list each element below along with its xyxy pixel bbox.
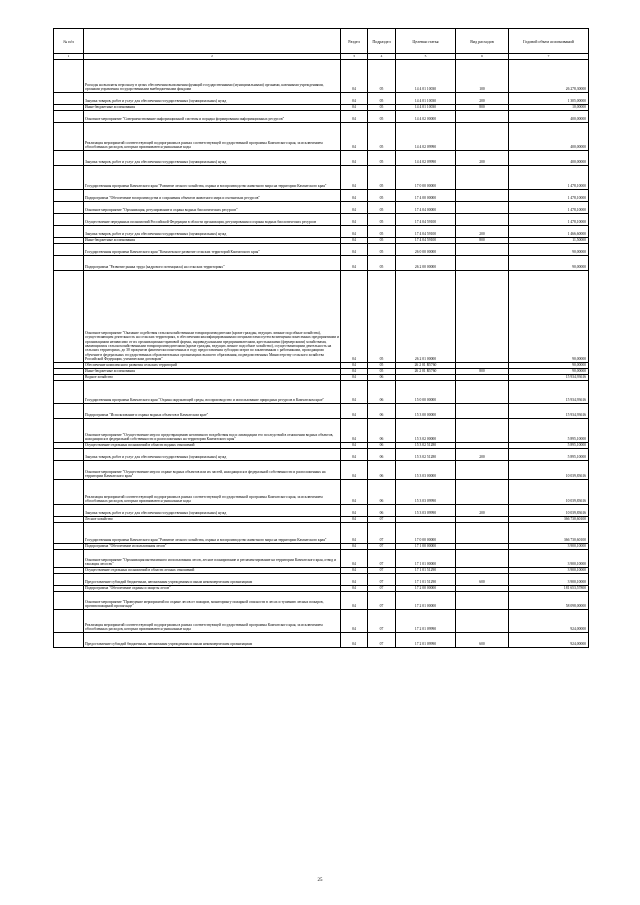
cell-vr [456,609,509,632]
cell-csr: 26 2 01 R5760 [396,368,456,374]
cell-csr: 15 0 00 00000 [396,380,456,403]
cell-amount: 1 478,10000 [509,201,589,213]
cell-csr: 17 4 04 59100 [396,213,456,225]
cell-amount: 15 934,93616 [509,374,589,380]
cell-podrazdel: 07 [368,543,396,549]
cell-amount: 15 934,93616 [509,403,589,418]
cell-amount: 90,00000 [509,362,589,368]
page-number: 25 [317,878,323,883]
cell-amount: 1 478,10000 [509,213,589,225]
table-row [54,225,589,237]
cell-vr [456,201,509,213]
colnum-6: 6 [456,54,509,60]
cell-desc: Государственная программа Камчатского края "Охрана окружающей среды, воспроизводство и использование природных ресурсов в Камчатском крае" [84,380,341,403]
cell-vr: 800 [456,237,509,243]
cell-vr: 600 [456,573,509,585]
cell-amount: 90,00000 [509,255,589,270]
header-amount: Годовой объем ассигнований [509,29,589,54]
cell-csr: 15 3 02 51280 [396,442,456,448]
budget-table [53,28,589,648]
cell-amount: 5 895,10000 [509,448,589,460]
cell-podrazdel: 05 [368,165,396,189]
cell-desc: Подпрограмма "Обеспечение охраны и защиты лесов" [84,585,341,591]
cell-amount: 10 039,83616 [509,460,589,479]
cell-amount: 26 278,30000 [509,59,589,92]
cell-csr: 14 4 01 10030 [396,59,456,92]
cell-vr [456,380,509,403]
cell-amount: 10 039,83616 [509,479,589,504]
cell-csr: 26 2 01 R5760 [396,362,456,368]
cell-vr [456,549,509,567]
cell-vr: 200 [456,225,509,237]
cell-podrazdel: 05 [368,110,396,122]
cell-desc: Обеспечение комплексного развития сельских территорий [84,362,341,368]
cell-podrazdel: 05 [368,122,396,150]
cell-csr: 17 4 04 00000 [396,201,456,213]
cell-num [54,255,84,270]
table-row [54,122,589,150]
cell-razdel: 04 [341,92,368,104]
cell-num [54,591,84,609]
cell-vr [456,270,509,362]
header-csr: Целевая статья [396,29,456,54]
cell-vr: 800 [456,104,509,110]
cell-desc: Подпрограмма "Развитие рынка труда (кадрового потенциала) на сельских территориях" [84,255,341,270]
cell-num [54,213,84,225]
table-row [54,591,589,609]
cell-podrazdel: 06 [368,374,396,380]
cell-num [54,460,84,479]
cell-csr: 14 4 02 09990 [396,122,456,150]
cell-num [54,549,84,567]
cell-num [54,632,84,647]
cell-razdel: 04 [341,255,368,270]
cell-razdel: 04 [341,225,368,237]
cell-razdel: 04 [341,374,368,380]
cell-podrazdel: 05 [368,92,396,104]
cell-vr [456,522,509,543]
cell-num [54,225,84,237]
cell-desc: Иные бюджетные ассигнования [84,237,341,243]
cell-num [54,189,84,201]
cell-desc: Основное мероприятие "Проведение мероприятий по охране лесов от пожаров, мониторингу пожарной опасности в лесах и тушению лесных пожаров, противопожарной пропаганде" [84,591,341,609]
cell-csr: 14 4 02 09990 [396,150,456,165]
cell-csr: 15 3 02 00000 [396,418,456,442]
cell-razdel: 04 [341,59,368,92]
cell-desc: Осуществление отдельных полномочий в области лесных отношений [84,567,341,573]
cell-razdel: 04 [341,573,368,585]
cell-vr [456,213,509,225]
cell-podrazdel: 05 [368,270,396,362]
cell-desc: Основное мероприятие "Организация, регулирование и охрана водных биологических ресурсов" [84,201,341,213]
cell-csr: 17 1 01 51290 [396,567,456,573]
cell-desc: Подпрограмма "Использование и охрана водных объектов в Камчатском крае" [84,403,341,418]
cell-desc: Осуществление отдельных полномочий в области водных отношений [84,442,341,448]
cell-podrazdel: 06 [368,418,396,442]
table-row [54,448,589,460]
cell-razdel: 04 [341,237,368,243]
cell-amount: 1 305,00000 [509,92,589,104]
cell-csr: 14 4 02 00000 [396,110,456,122]
cell-csr: 15 3 03 09990 [396,504,456,516]
cell-razdel: 04 [341,585,368,591]
cell-vr [456,418,509,442]
budget-table-sheet [53,28,588,648]
cell-amount: 15 934,93616 [509,380,589,403]
cell-desc: Государственная программа Камчатского края "Комплексное развитие сельских территорий Камчатского края" [84,243,341,255]
cell-amount: 58 098,00000 [509,591,589,609]
cell-csr: 26 0 00 00000 [396,243,456,255]
cell-amount: 3 900,10000 [509,549,589,567]
cell-razdel: 04 [341,122,368,150]
cell-desc: Основное мероприятие "Оказание содействия сельскохозяйственным товаропроизводителям (кроме граждан, ведущих личные подсобные хозяйства), осуществляющим деятельность на сельских территориях, в обеспечении квалифицированными специалистами путем возмещения понесенных предприятиями и организациями независимо от их организационно-правовой формы, индивидуальными предпринимателями, крестьянскими (фермерскими) хозяйствами, являющимися сельскохозяйственными товаропроизводителями (кроме граждан, ведущих личное подсобное хозяйство), осуществляющими деятельность на сельских территориях, до 30 процентов фактически понесенных в году предоставления субсидии затрат по заключенным с работниками, проходящими обучение в федеральных государственных образовательных организациях высшего образования, подведомственных Министерству сельского хозяйства Российской Федерации, ученическим договорам" [84,270,341,362]
cell-desc: Основное мероприятие "Осуществление мер по предотвращению негативного воздействия вод и ликвидации его последствий в отношении водных объектов, находящихся в федеральной собственности и расположенных на территории Камчатского края" [84,418,341,442]
cell-csr: 17 2 00 00000 [396,585,456,591]
table-row [54,479,589,504]
cell-razdel: 04 [341,591,368,609]
cell-num [54,122,84,150]
cell-razdel: 04 [341,104,368,110]
cell-razdel: 04 [341,479,368,504]
table-row [54,573,589,585]
colnum-1: 1 [54,54,84,60]
cell-vr [456,591,509,609]
cell-razdel: 04 [341,543,368,549]
table-row [54,165,589,189]
cell-vr: 100 [456,59,509,92]
cell-razdel: 04 [341,380,368,403]
cell-csr: 15 3 00 00000 [396,403,456,418]
cell-podrazdel: 05 [368,243,396,255]
cell-csr: 15 3 02 51280 [396,448,456,460]
table-row [54,92,589,104]
cell-amount: 924,00000 [509,609,589,632]
cell-csr: 17 2 01 00000 [396,591,456,609]
cell-desc: Государственная программа Камчатского края "Развитие лесного хозяйства, охрана и воспроизводство животного мира на территории Камчатского края" [84,165,341,189]
cell-podrazdel: 05 [368,225,396,237]
table-row [54,380,589,403]
cell-podrazdel: 05 [368,213,396,225]
cell-vr [456,403,509,418]
cell-podrazdel: 05 [368,201,396,213]
header-vr: Вид расходов [456,29,509,54]
cell-razdel: 04 [341,368,368,374]
cell-desc: Расходы на выплаты персоналу в целях обеспечения выполнения функций государственными (муниципальными) органами, казенными учреждениями, органами управления государственными внебюджетными фондами [84,59,341,92]
cell-desc: Предоставление субсидий бюджетным, автономным учреждениям и иным некоммерческим организациям [84,573,341,585]
cell-desc: Реализация мероприятий соответствующей подпрограммы в рамках соответствующей государственной программы Камчатского края, за исключением обособленных расходов, которым присваиваются уникальные коды [84,122,341,150]
cell-podrazdel: 06 [368,380,396,403]
cell-num [54,403,84,418]
cell-razdel: 04 [341,201,368,213]
cell-razdel: 04 [341,362,368,368]
colnum-7: 7 [509,54,589,60]
cell-desc: Основное мероприятие "Организация интенсивного использования лесов, лесное планирование и регламентирование на территории Камчатского края, отвод и таксация лесосек" [84,549,341,567]
table-row [54,522,589,543]
cell-num [54,165,84,189]
cell-csr: 17 1 00 00000 [396,543,456,549]
cell-num [54,448,84,460]
cell-podrazdel: 06 [368,448,396,460]
cell-desc: Осуществление переданных полномочий Российской Федерации в области организации, регулирования и охраны водных биологических ресурсов [84,213,341,225]
cell-razdel: 04 [341,110,368,122]
cell-csr: 17 4 04 59100 [396,237,456,243]
cell-num [54,201,84,213]
cell-razdel: 04 [341,632,368,647]
cell-vr [456,255,509,270]
cell-amount: 181 653,57800 [509,585,589,591]
cell-podrazdel: 07 [368,609,396,632]
cell-amount: 1 478,10000 [509,165,589,189]
cell-csr: 17 0 00 00000 [396,165,456,189]
cell-podrazdel: 05 [368,368,396,374]
cell-desc: Закупка товаров, работ и услуг для обеспечения государственных (муниципальных) нужд [84,92,341,104]
cell-num [54,609,84,632]
cell-csr: 17 1 01 51290 [396,573,456,585]
table-row [54,110,589,122]
cell-podrazdel: 07 [368,632,396,647]
table-row [54,189,589,201]
cell-desc: Иные бюджетные ассигнования [84,104,341,110]
cell-podrazdel: 07 [368,591,396,609]
cell-razdel: 04 [341,549,368,567]
cell-podrazdel: 06 [368,479,396,504]
cell-vr: 800 [456,368,509,374]
cell-amount: 366 730,60100 [509,516,589,522]
cell-podrazdel: 05 [368,255,396,270]
cell-podrazdel: 07 [368,567,396,573]
cell-amount: 10,00000 [509,104,589,110]
cell-razdel: 04 [341,460,368,479]
cell-razdel: 04 [341,567,368,573]
cell-num [54,479,84,504]
cell-desc: Закупка товаров, работ и услуг для обеспечения государственных (муниципальных) нужд [84,504,341,516]
cell-razdel: 04 [341,243,368,255]
cell-amount: 5 895,10000 [509,442,589,448]
cell-desc: Закупка товаров, работ и услуг для обеспечения государственных (муниципальных) нужд [84,150,341,165]
cell-desc: Основное мероприятие "Осуществление мер по охране водных объектов или их частей, находящихся в федеральной собственности и расположенных на территории Камчатского края" [84,460,341,479]
cell-razdel: 04 [341,448,368,460]
cell-amount: 90,00000 [509,270,589,362]
cell-razdel: 04 [341,150,368,165]
header-row [54,29,589,54]
cell-csr: 14 4 01 10030 [396,104,456,110]
cell-desc: Подпрограмма "Обеспечение использования лесов" [84,543,341,549]
table-body [54,59,589,647]
cell-podrazdel: 05 [368,59,396,92]
table-row [54,549,589,567]
cell-podrazdel: 06 [368,504,396,516]
cell-razdel: 04 [341,522,368,543]
cell-num [54,380,84,403]
header-desc [84,29,341,54]
cell-razdel: 04 [341,213,368,225]
cell-csr: 17 4 00 00000 [396,189,456,201]
cell-num [54,150,84,165]
cell-desc: Закупка товаров, работ и услуг для обеспечения государственных (муниципальных) нужд [84,225,341,237]
cell-podrazdel: 05 [368,189,396,201]
cell-csr: 17 0 00 00000 [396,522,456,543]
table-row [54,213,589,225]
cell-podrazdel: 07 [368,516,396,522]
cell-vr [456,189,509,201]
cell-vr: 200 [456,504,509,516]
cell-vr [456,460,509,479]
cell-podrazdel: 05 [368,362,396,368]
table-row [54,270,589,362]
cell-podrazdel: 07 [368,573,396,585]
cell-csr: 17 1 01 00000 [396,549,456,567]
table-row [54,403,589,418]
cell-vr: 200 [456,448,509,460]
cell-vr [456,165,509,189]
cell-num [54,270,84,362]
cell-desc: Предоставление субсидий бюджетным, автономным учреждениям и иным некоммерческим организациям [84,632,341,647]
cell-amount: 1 466,60000 [509,225,589,237]
header-podrazdel: Подраздел [368,29,396,54]
cell-amount: 11,50000 [509,237,589,243]
cell-vr: 200 [456,92,509,104]
cell-csr: 26 2 01 00000 [396,270,456,362]
cell-vr [456,110,509,122]
cell-razdel: 04 [341,516,368,522]
cell-csr: 17 4 04 59100 [396,225,456,237]
table-row [54,150,589,165]
cell-num [54,522,84,543]
cell-vr: 200 [456,150,509,165]
cell-podrazdel: 05 [368,104,396,110]
table-row [54,255,589,270]
colnum-4: 4 [368,54,396,60]
table-row [54,243,589,255]
cell-amount: 400,00000 [509,122,589,150]
cell-num [54,418,84,442]
cell-csr: 26 2 00 00000 [396,255,456,270]
cell-amount: 5 895,10000 [509,418,589,442]
cell-amount: 10 039,83616 [509,504,589,516]
cell-razdel: 04 [341,165,368,189]
table-row [54,632,589,647]
cell-desc: Подпрограмма "Обеспечение воспроизводства и сохранения объектов животного мира и охотничьих ресурсов" [84,189,341,201]
cell-razdel: 04 [341,403,368,418]
cell-razdel: 04 [341,418,368,442]
cell-amount: 366 730,60100 [509,522,589,543]
cell-podrazdel: 06 [368,403,396,418]
colnum-3: 3 [341,54,368,60]
cell-podrazdel: 06 [368,460,396,479]
cell-podrazdel: 07 [368,522,396,543]
cell-amount: 3 900,10000 [509,567,589,573]
cell-amount: 924,00000 [509,632,589,647]
cell-csr: 17 2 01 09990 [396,609,456,632]
cell-vr [456,122,509,150]
cell-csr: 14 4 01 10030 [396,92,456,104]
cell-razdel: 04 [341,609,368,632]
table-row [54,59,589,92]
table-row [54,460,589,479]
cell-amount: 400,00000 [509,110,589,122]
cell-csr: 15 3 03 09990 [396,479,456,504]
colnum-5: 5 [396,54,456,60]
cell-csr: 17 2 01 09990 [396,632,456,647]
cell-num [54,110,84,122]
cell-desc: Лесное хозяйство [84,516,341,522]
cell-razdel: 04 [341,442,368,448]
cell-vr [456,479,509,504]
cell-csr: 15 3 03 00000 [396,460,456,479]
cell-amount: 90,00000 [509,243,589,255]
cell-desc: Основное мероприятие "Совершенствование информационной системы и порядка формирования информационных ресурсов" [84,110,341,122]
cell-podrazdel: 07 [368,549,396,567]
cell-podrazdel: 06 [368,442,396,448]
cell-num [54,573,84,585]
cell-amount: 3 900,10000 [509,573,589,585]
cell-razdel: 04 [341,270,368,362]
cell-desc: Реализация мероприятий соответствующей подпрограммы в рамках соответствующей государственной программы Камчатского края, за исключением обособленных расходов, которым присваиваются уникальные коды [84,479,341,504]
cell-desc: Государственная программа Камчатского края "Развитие лесного хозяйства, охрана и воспроизводство животного мира на территории Камчатского края" [84,522,341,543]
cell-razdel: 04 [341,504,368,516]
cell-num [54,92,84,104]
header-razdel: Раздел [341,29,368,54]
cell-podrazdel: 05 [368,237,396,243]
cell-razdel: 04 [341,189,368,201]
cell-vr [456,243,509,255]
cell-amount: 400,00000 [509,150,589,165]
table-row [54,201,589,213]
cell-num [54,243,84,255]
cell-num [54,504,84,516]
cell-podrazdel: 05 [368,150,396,165]
table-row [54,418,589,442]
cell-amount: 90,00000 [509,368,589,374]
cell-desc: Реализация мероприятий соответствующей подпрограммы в рамках соответствующей государственной программы Камчатского края, за исключением обособленных расходов, которым присваиваются уникальные коды [84,609,341,632]
cell-podrazdel: 07 [368,585,396,591]
header-num: № п/п [54,29,84,54]
table-row [54,504,589,516]
cell-vr: 600 [456,632,509,647]
cell-amount: 1 478,10000 [509,189,589,201]
cell-amount: 3 900,10000 [509,543,589,549]
cell-desc: Иные бюджетные ассигнования [84,368,341,374]
table-row [54,609,589,632]
cell-num [54,59,84,92]
cell-desc: Закупка товаров, работ и услуг для обеспечения государственных (муниципальных) нужд [84,448,341,460]
cell-desc: Водное хозяйство [84,374,341,380]
colnum-2: 2 [84,54,341,60]
